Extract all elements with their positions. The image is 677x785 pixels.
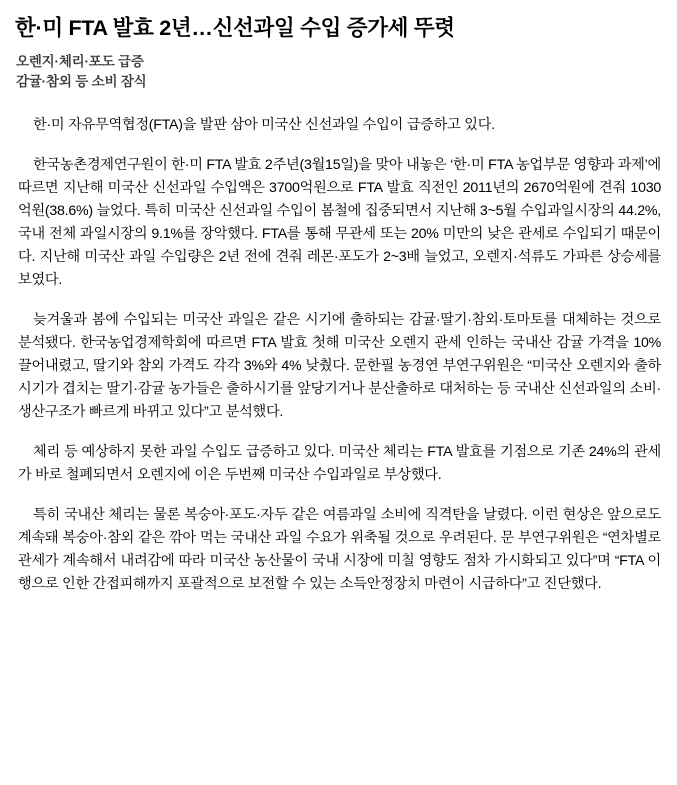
article-paragraph: 한국농촌경제연구원이 한·미 FTA 발효 2주년(3월15일)을 맞아 내놓은 ‘한·미 FTA 농업부문 영향과 과제’에 따르면 지난해 미국산 신선과일 수입액은 3700억원으로 FTA 발효 직전인 2011년의 2670억원에 견줘 1030억원(38.6%) 늘었다. 특히 미국산 신선과일 수입이 봄철에 집중되면서 지난해 3~5월 수입과일시장의 44.2%, 국내 전체 과일시장의 9.1%를 장악했다. FTA를 통해 무관세 또는 20% 미만의 낮은 관세로 수입되기 때문이다. 지난해 미국산 과일 수입량은 2년 전에 견줘 레몬·포도가 2~3배 늘었고, 오렌지·석류도 가파른 상승세를 보였다. <box>18 157 661 289</box>
subheadline-1: 오렌지·체리·포도 급증 <box>16 53 144 69</box>
page-title: 한·미 FTA 발효 2년…신선과일 수입 증가세 뚜렷 <box>15 16 455 40</box>
article-paragraph: 한·미 자유무역협정(FTA)을 발판 삼아 미국산 신선과일 수입이 급증하고 있다. <box>33 117 495 134</box>
article-body <box>18 114 661 596</box>
subheadline-2: 감귤·참외 등 소비 잠식 <box>16 73 147 89</box>
article-paragraph: 체리 등 예상하지 못한 과일 수입도 급증하고 있다. 미국산 체리는 FTA 발효를 기점으로 기존 24%의 관세가 바로 철폐되면서 오렌지에 이은 두번째 미국산 수입과일로 부상했다. <box>18 444 661 484</box>
article-paragraph: 늦겨울과 봄에 수입되는 미국산 과일은 같은 시기에 출하되는 감귤·딸기·참외·토마토를 대체하는 것으로 분석됐다. 한국농업경제학회에 따르면 FTA 발효 첫해 미국산 오렌지 관세 인하는 국내산 감귤 가격을 10% 끌어내렸고, 딸기와 참외 가격도 각각 3%와 4% 낮췄다. 문한필 농경연 부연구위원은 “미국산 오렌지와 출하시기가 겹치는 딸기·감귤 농가들은 출하시기를 앞당기거나 분산출하로 대처하는 등 국내산 신선과일의 소비·생산구조가 빠르게 바뀌고 있다”고 분석했다. <box>18 312 661 421</box>
subheadline-group <box>16 52 665 93</box>
article-paragraph: 특히 국내산 체리는 물론 복숭아·포도·자두 같은 여름과일 소비에 직격탄을 날렸다. 이런 현상은 앞으로도 계속돼 복숭아·참외 같은 깎아 먹는 국내산 과일 수요가 위축될 것으로 우려된다. 문 부연구위원은 “연차별로 관세가 계속해서 내려감에 따라 미국산 농산물이 국내 시장에 미칠 영향도 점차 가시화되고 있다”며 “FTA 이행으로 인한 간접피해까지 포괄적으로 보전할 수 있는 소득안정장치 마련이 시급하다”고 진단했다. <box>18 507 661 593</box>
